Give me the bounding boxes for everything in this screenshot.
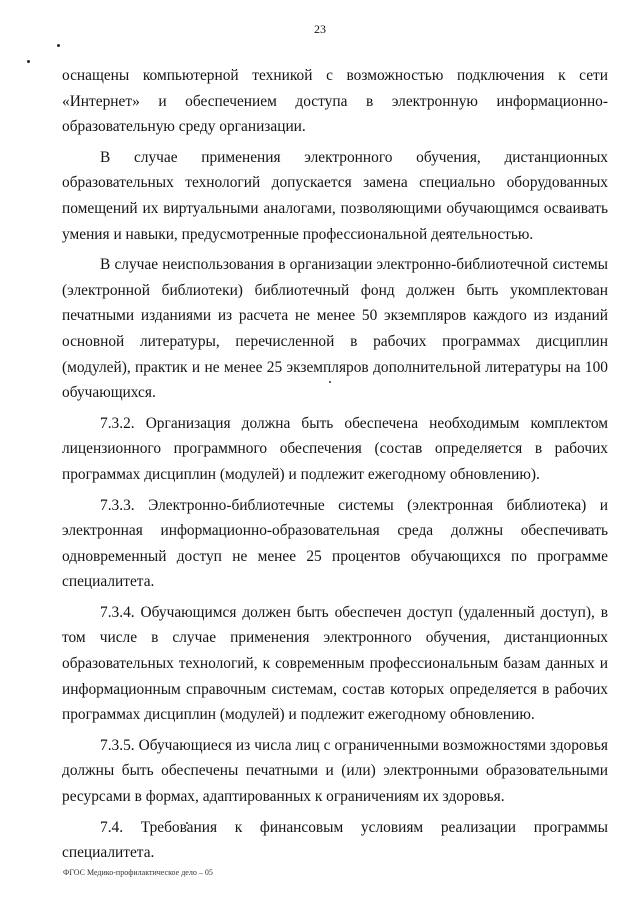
paragraph-7-3-4: 7.3.4. Обучающимся должен быть обеспечен доступ (удаленный доступ), в том числе в случае применения электронного обучения, дистанционных образовательных технологий, к современным профессиональным базам данных и информационным справочным системам, состав которых определяется в рабочих программах дисциплин (модулей) и подлежит ежегодному обновлению. — [62, 603, 608, 724]
paragraph-7-4: 7.4. Требования к финансовым условиям реализации программы специалитета. — [62, 818, 608, 862]
scan-speck — [57, 44, 60, 47]
paragraph-continuation: оснащены компьютерной техникой с возможностью подключения к сети «Интернет» и обеспечением доступа в электронную информационно-образовательную среду организации. — [62, 67, 608, 136]
paragraph-7-3-3: 7.3.3. Электронно-библиотечные системы (электронная библиотека) и электронная информационно-образовательная среда должны обеспечивать одновременный доступ не менее 25 процентов обучающихся по программе специалитета. — [62, 496, 608, 591]
paragraph-library-fund: В случае неиспользования в организации электронно-библиотечной системы (электронной библиотеки) библиотечный фонд должен быть укомплектован печатными изданиями из расчета не менее 50 экземпляров каждого из изданий основной литературы, перечисленной в рабочих программах дисциплин (модулей), практик и не менее 25 экземпляров дополнительной литературы на 100 обучающихся. — [62, 256, 608, 402]
paragraph-7-3-5: 7.3.5. Обучающиеся из числа лиц с ограниченными возможностями здоровья должны быть обеспечены печатными и (или) электронными образовательными ресурсами в формах, адаптированных к ограничениям их здоровья. — [62, 736, 608, 806]
document-body — [62, 63, 608, 866]
paragraph-7-3-2: 7.3.2. Организация должна быть обеспечена необходимым комплектом лицензионного программного обеспечения (состав определяется в рабочих программах дисциплин (модулей) и подлежит ежегодному обновлению). — [62, 414, 608, 483]
scan-speck — [27, 60, 30, 63]
footer-standard-name: ФГОС Медико-профилактическое дело – 05 — [63, 868, 213, 877]
paragraph-virtual-analogs: В случае применения электронного обучения, дистанционных образовательных технологий допускается замена специально оборудованных помещений их виртуальными аналогами, позволяющими обучающимся осваивать умения и навыки, предусмотренные профессиональной деятельностью. — [62, 148, 608, 243]
page-number: 23 — [314, 22, 326, 36]
